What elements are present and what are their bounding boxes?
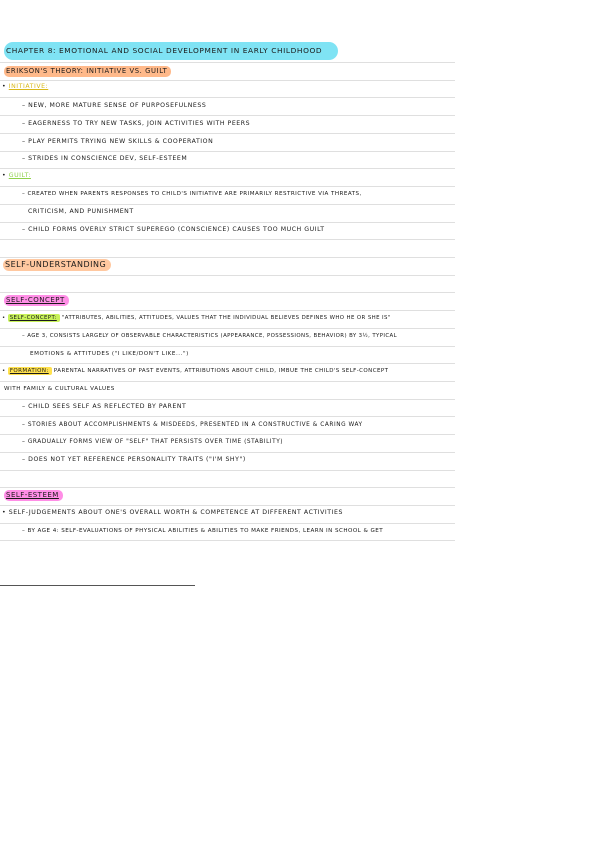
bullet-dot: • xyxy=(2,83,7,90)
list-item: – PLAY PERMITS TRYING NEW SKILLS & COOPERATION xyxy=(22,138,214,145)
self-concept-definition xyxy=(2,313,391,323)
self-concept-definition-text: "ATTRIBUTES, ABILITIES, ATTITUDES, VALUES THAT THE INDIVIDUAL BELIEVES DEFINES WHO HE OR SHE IS" xyxy=(61,315,391,321)
list-item-continuation: CRITICISM, AND PUNISHMENT xyxy=(28,208,134,215)
bullet-dot: • xyxy=(2,315,6,321)
list-item: – BY AGE 4: SELF-EVALUATIONS OF PHYSICAL ABILITIES & ABILITIES TO MAKE FRIENDS, LEARN IN SCHOOL & GET xyxy=(22,528,384,534)
guilt-label: GUILT: xyxy=(8,172,31,179)
list-item: – CREATED WHEN PARENTS RESPONSES TO CHILD'S INITIATIVE ARE PRIMARILY RESTRICTIVE VIA THREATS, xyxy=(22,191,362,197)
list-item: – STORIES ABOUT ACCOMPLISHMENTS & MISDEEDS, PRESENTED IN A CONSTRUCTIVE & CARING WAY xyxy=(22,422,363,428)
bullet-dot: • xyxy=(2,368,6,374)
erikson-heading: ERIKSON'S THEORY: INITIATIVE VS. GUILT xyxy=(4,66,171,77)
self-understanding-heading: SELF-UNDERSTANDING xyxy=(3,259,111,271)
self-concept-label: SELF-CONCEPT: xyxy=(8,314,60,322)
bullet-dot: • xyxy=(2,172,7,179)
list-item: – STRIDES IN CONSCIENCE DEV, SELF-ESTEEM xyxy=(22,155,188,162)
guilt-bullet xyxy=(2,171,31,181)
footnote-divider xyxy=(0,585,195,586)
list-item: – GRADUALLY FORMS VIEW OF "SELF" THAT PERSISTS OVER TIME (STABILITY) xyxy=(22,439,284,445)
self-esteem-definition: • SELF-JUDGEMENTS ABOUT ONE'S OVERALL WORTH & COMPETENCE AT DIFFERENT ACTIVITIES xyxy=(2,509,343,516)
list-item: – AGE 3, CONSISTS LARGELY OF OBSERVABLE CHARACTERISTICS (APPEARANCE, POSSESSIONS, BEHAVIOR) BY 3½, TYPICAL xyxy=(22,333,398,339)
list-item: – CHILD FORMS OVERLY STRICT SUPEREGO (CONSCIENCE) CAUSES TOO MUCH GUILT xyxy=(22,226,325,233)
bullet-dot: • xyxy=(2,509,7,516)
chapter-title: CHAPTER 8: EMOTIONAL AND SOCIAL DEVELOPMENT IN EARLY CHILDHOOD xyxy=(4,42,338,60)
formation-line: • FORMATION: PARENTAL NARRATIVES OF PAST EVENTS, ATTRIBUTIONS ABOUT CHILD, IMBUE THE CHILD'S SELF-CONCEPT xyxy=(2,368,389,374)
initiative-label: INITIATIVE: xyxy=(8,83,49,90)
list-item: – CHILD SEES SELF AS REFLECTED BY PARENT xyxy=(22,403,187,410)
formation-label: FORMATION: xyxy=(8,367,52,375)
list-item: – NEW, MORE MATURE SENSE OF PURPOSEFULNESS xyxy=(22,102,207,109)
formation-continuation: WITH FAMILY & CULTURAL VALUES xyxy=(4,386,115,392)
list-item: – EAGERNESS TO TRY NEW TASKS, JOIN ACTIVITIES WITH PEERS xyxy=(22,120,251,127)
list-item-continuation: EMOTIONS & ATTITUDES ("I LIKE/DON'T LIKE...") xyxy=(30,351,189,357)
self-concept-heading: SELF-CONCEPT xyxy=(4,295,69,306)
self-esteem-heading: SELF-ESTEEM xyxy=(4,490,63,501)
initiative-bullet xyxy=(2,82,48,92)
list-item: – DOES NOT YET REFERENCE PERSONALITY TRAITS ("I'M SHY") xyxy=(22,456,246,463)
